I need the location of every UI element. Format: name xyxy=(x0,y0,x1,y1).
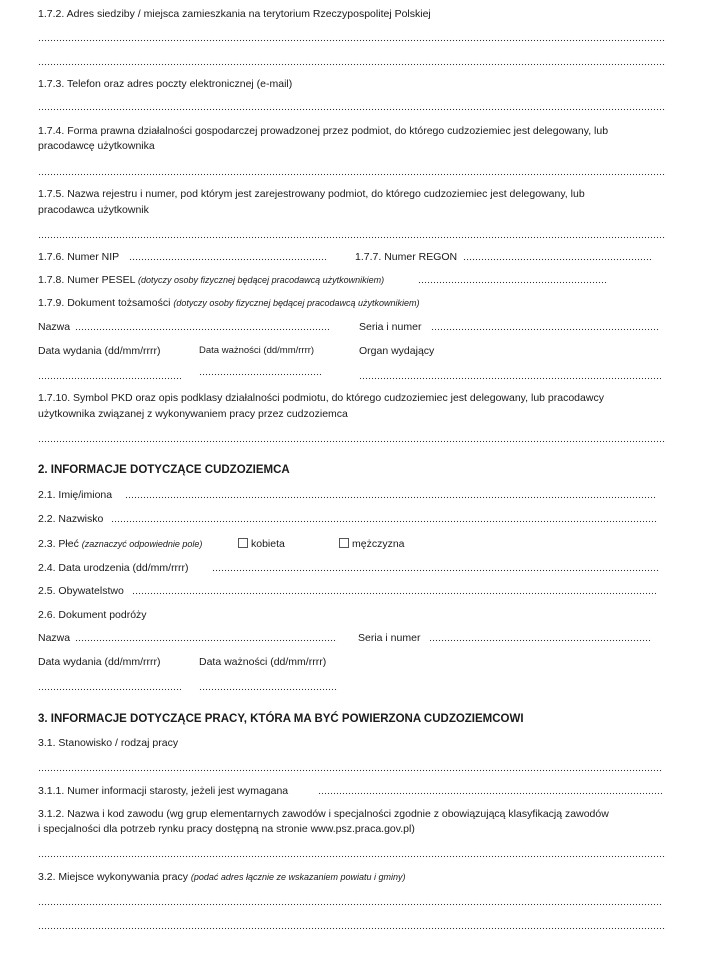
label-1-7-5: 1.7.5. Nazwa rejestru i numer, pod którym jest zarejestrowany podmiot, do którego cudzoziemiec jest delegowany, lub xyxy=(38,188,585,200)
fill-line[interactable] xyxy=(38,762,662,772)
nazwisko-fill-line[interactable] xyxy=(111,513,657,523)
label-2-3: 2.3. Płeć (zaznaczyć odpowiednie pole) xyxy=(38,538,203,550)
fill-line[interactable] xyxy=(38,101,666,111)
data-urodzenia-fill-line[interactable] xyxy=(212,562,659,572)
label-1-7-10: 1.7.10. Symbol PKD oraz opis podklasy działalności podmiotu, do którego cudzoziemiec jest delegowany, lub pracodawcy xyxy=(38,392,604,404)
label-seria-numer: Seria i numer xyxy=(358,632,421,644)
nip-fill-line[interactable] xyxy=(129,251,328,261)
label-2-1: 2.1. Imię/imiona xyxy=(38,489,113,501)
label-1-7-4: 1.7.4. Forma prawna działalności gospodarczej prowadzonej przez podmiot, do którego cudzoziemiec jest delegowany, lub xyxy=(38,125,609,137)
label-1-7-8: 1.7.8. Numer PESEL (dotyczy osoby fizycznej będącej pracodawcą użytkownikiem) xyxy=(38,274,385,286)
note-1-7-9: (dotyczy osoby fizycznej będącej pracodawcą użytkownikiem) xyxy=(173,298,420,308)
obywatelstwo-fill-line[interactable] xyxy=(132,585,656,595)
imie-fill-line[interactable] xyxy=(125,489,656,499)
label-3-1-2-cont: i specjalności dla potrzeb rynku pracy dostępną na stronie www.psz.praca.gov.pl) xyxy=(38,823,415,835)
checkbox-icon[interactable] xyxy=(339,538,349,548)
label-data-waznosci: Data ważności (dd/mm/rrrr) xyxy=(199,345,315,356)
label-data-wydania: Data wydania (dd/mm/rrrr) xyxy=(38,656,161,668)
checkbox-kobieta[interactable]: kobieta xyxy=(238,538,285,551)
organ-fill-line[interactable] xyxy=(359,370,661,380)
note-3-2: (podać adres łącznie ze wskazaniem powiatu i gminy) xyxy=(190,872,406,882)
label-3-1: 3.1. Stanowisko / rodzaj pracy xyxy=(38,737,179,749)
numer-informacji-fill-line[interactable] xyxy=(318,785,663,795)
label-1-7-2: 1.7.2. Adres siedziby / miejsca zamieszkania na terytorium Rzeczypospolitej Polskiej xyxy=(38,8,431,20)
label-1-7-7: 1.7.7. Numer REGON xyxy=(355,251,458,263)
label-2-4: 2.4. Data urodzenia (dd/mm/rrrr) xyxy=(38,562,189,574)
checkbox-icon[interactable] xyxy=(238,538,248,548)
fill-line[interactable] xyxy=(38,229,666,239)
fill-line[interactable] xyxy=(38,896,662,906)
nazwa-fill-line[interactable] xyxy=(75,321,330,331)
seria-fill-line[interactable] xyxy=(429,632,651,642)
data-waznosci-fill-line[interactable] xyxy=(199,366,322,376)
label-3-1-2: 3.1.2. Nazwa i kod zawodu (wg grup elementarnych zawodów i specjalności zgodnie z obowiązującą klasyfikacją zawodów xyxy=(38,808,609,820)
fill-line[interactable] xyxy=(38,56,666,66)
section-3-heading: 3. INFORMACJE DOTYCZĄCE PRACY, KTÓRA MA BYĆ POWIERZONA CUDZOZIEMCOWI xyxy=(38,713,524,725)
label-3-2: 3.2. Miejsce wykonywania pracy (podać adres łącznie ze wskazaniem powiatu i gminy) xyxy=(38,871,406,883)
checkbox-mezczyzna[interactable]: mężczyzna xyxy=(339,538,405,551)
fill-line[interactable] xyxy=(38,32,666,42)
label-data-waznosci: Data ważności (dd/mm/rrrr) xyxy=(199,656,327,668)
label-nazwa: Nazwa xyxy=(38,321,71,333)
label-2-2: 2.2. Nazwisko xyxy=(38,513,104,525)
label-2-6: 2.6. Dokument podróży xyxy=(38,609,147,621)
fill-line[interactable] xyxy=(38,166,666,176)
label-1-7-10-cont: użytkownika związanej z wykonywaniem pracy przez cudzoziemca xyxy=(38,408,348,420)
label-1-7-3: 1.7.3. Telefon oraz adres poczty elektronicznej (e-mail) xyxy=(38,78,293,90)
label-1-7-4-cont: pracodawcę użytkownika xyxy=(38,140,155,152)
data-waznosci-fill-line[interactable] xyxy=(199,681,338,691)
note-1-7-8: (dotyczy osoby fizycznej będącej pracodawcą użytkownikiem) xyxy=(138,275,385,285)
label-nazwa: Nazwa xyxy=(38,632,71,644)
section-2-heading: 2. INFORMACJE DOTYCZĄCE CUDZOZIEMCA xyxy=(38,464,290,476)
pesel-fill-line[interactable] xyxy=(418,274,608,284)
label-1-7-5-cont: pracodawca użytkownik xyxy=(38,204,149,216)
data-wydania-fill-line[interactable] xyxy=(38,370,181,380)
seria-fill-line[interactable] xyxy=(431,321,659,331)
fill-line[interactable] xyxy=(38,920,666,930)
nazwa-fill-line[interactable] xyxy=(75,632,337,642)
label-data-wydania: Data wydania (dd/mm/rrrr) xyxy=(38,345,161,357)
regon-fill-line[interactable] xyxy=(463,251,653,261)
label-2-5: 2.5. Obywatelstwo xyxy=(38,585,124,597)
fill-line[interactable] xyxy=(38,848,666,858)
label-seria-numer: Seria i numer xyxy=(359,321,422,333)
fill-line[interactable] xyxy=(38,433,666,443)
label-1-7-9: 1.7.9. Dokument tożsamości (dotyczy osoby fizycznej będącej pracodawcą użytkownikiem) xyxy=(38,297,420,309)
label-3-1-1: 3.1.1. Numer informacji starosty, jeżeli jest wymagana xyxy=(38,785,289,797)
data-wydania-fill-line[interactable] xyxy=(38,681,181,691)
label-1-7-6: 1.7.6. Numer NIP xyxy=(38,251,120,263)
label-organ-wydajacy: Organ wydający xyxy=(359,345,435,357)
note-2-3: (zaznaczyć odpowiednie pole) xyxy=(81,539,203,549)
